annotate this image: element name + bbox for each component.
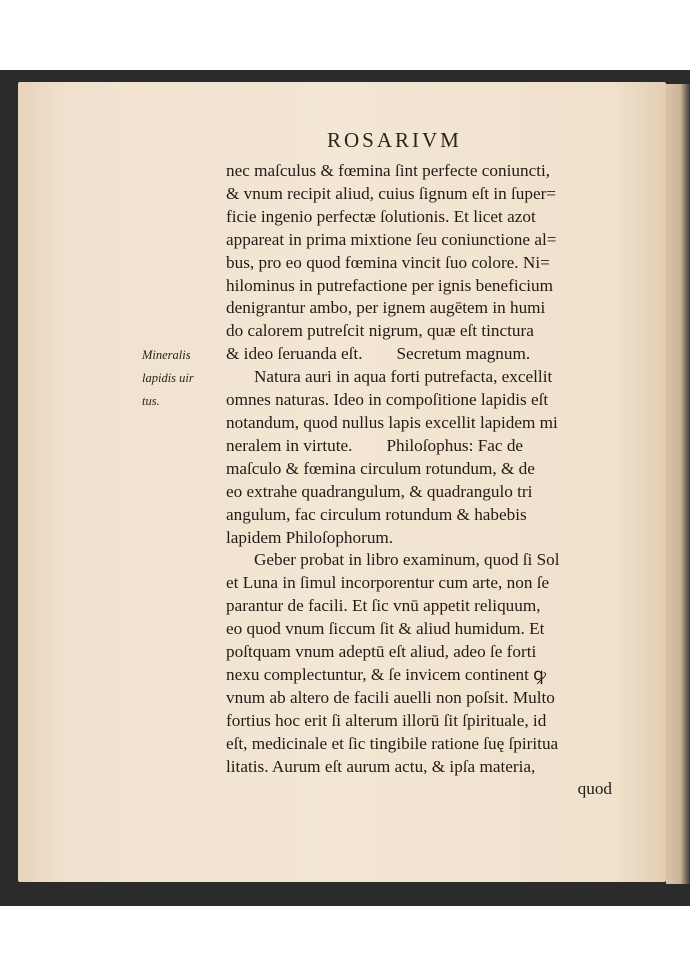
text-segment: Aurum eſt aurum actu, & ipſa materia, — [271, 756, 536, 776]
text-line: hilominus in putrefactione per ignis beneficium — [226, 275, 553, 295]
text-line: eo extrahe quadrangulum, & quadrangulo tri — [226, 481, 533, 501]
paragraph-start-line: Geber probat in libro examinum, quod ſi Sol — [254, 550, 560, 570]
catchword: quod — [577, 779, 612, 799]
text-line: omnes naturas. Ideo in compoſitione lapidis eſt — [226, 390, 549, 410]
text-segment: neralem in virtute. — [226, 435, 353, 455]
text-line: nec maſculus & fœmina ſint perfecte coniuncti, — [226, 161, 551, 180]
marginal-note-line: lapidis uir — [142, 370, 194, 385]
text-line: ficie ingenio perfectæ ſolutionis. Et licet azot — [226, 206, 536, 226]
text-line: bus, pro eo quod fœmina vincit ſuo colore. Ni= — [226, 252, 550, 272]
text-line: vnum ab altero de facili auelli non poſsit. Multo — [226, 687, 555, 707]
marginal-note-line: Mineralis — [142, 348, 191, 362]
text-segment: & ideo ſeruanda eſt. — [226, 344, 363, 364]
text-line — [226, 435, 612, 458]
marginal-note — [142, 344, 226, 413]
text-line: & vnum recipit aliud, cuius ſignum eſt in ſuper= — [226, 183, 556, 203]
paragraph-start-line: Natura auri in aqua forti putrefacta, excellit — [254, 367, 553, 387]
secretum-heading: Secretum magnum. — [396, 344, 531, 364]
marginal-note-line: tus. — [142, 393, 160, 408]
text-line: nexu complectuntur, & ſe invicem continent ꝙ — [226, 664, 547, 684]
text-line: do calorem putreſcit nigrum, quæ eſt tinctura — [226, 321, 534, 341]
text-line: poſtquam vnum adeptū eſt aliud, adeo ſe forti — [226, 642, 537, 662]
text-line: eo quod vnum ſiccum ſit & aliud humidum. Et — [226, 619, 545, 639]
page-edge — [666, 84, 690, 884]
text-line: lapidem Philoſophorum. — [226, 527, 394, 547]
text-line: notandum, quod nullus lapis excellit lapidem mi — [226, 412, 558, 432]
text-line: maſculo & fœmina circulum rotundum, & de — [226, 458, 535, 478]
text-line: fortius hoc erit ſi alterum illorū ſit ſpirituale, id — [226, 710, 547, 730]
text-line: angulum, fac circulum rotundum & habebis — [226, 504, 527, 524]
text-line: parantur de facili. Et ſic vnū appetit reliquum, — [226, 596, 541, 616]
body-text — [226, 160, 612, 801]
text-line — [226, 343, 612, 366]
text-line: denigrantur ambo, per ignem augētem in humi — [226, 298, 546, 318]
text-line — [226, 756, 612, 779]
text-segment: litatis. — [226, 756, 269, 776]
text-segment: Fac de — [477, 435, 524, 455]
running-head: ROSARIVM — [327, 128, 462, 152]
text-line: eſt, medicinale et ſic tingibile ratione ſuę ſpiritua — [226, 733, 559, 753]
text-line: et Luna in ſimul incorporentur cum arte, non ſe — [226, 573, 550, 593]
philosophus-label: Philoſophus: — [386, 435, 474, 455]
text-line: appareat in prima mixtione ſeu coniunctione al= — [226, 229, 557, 249]
